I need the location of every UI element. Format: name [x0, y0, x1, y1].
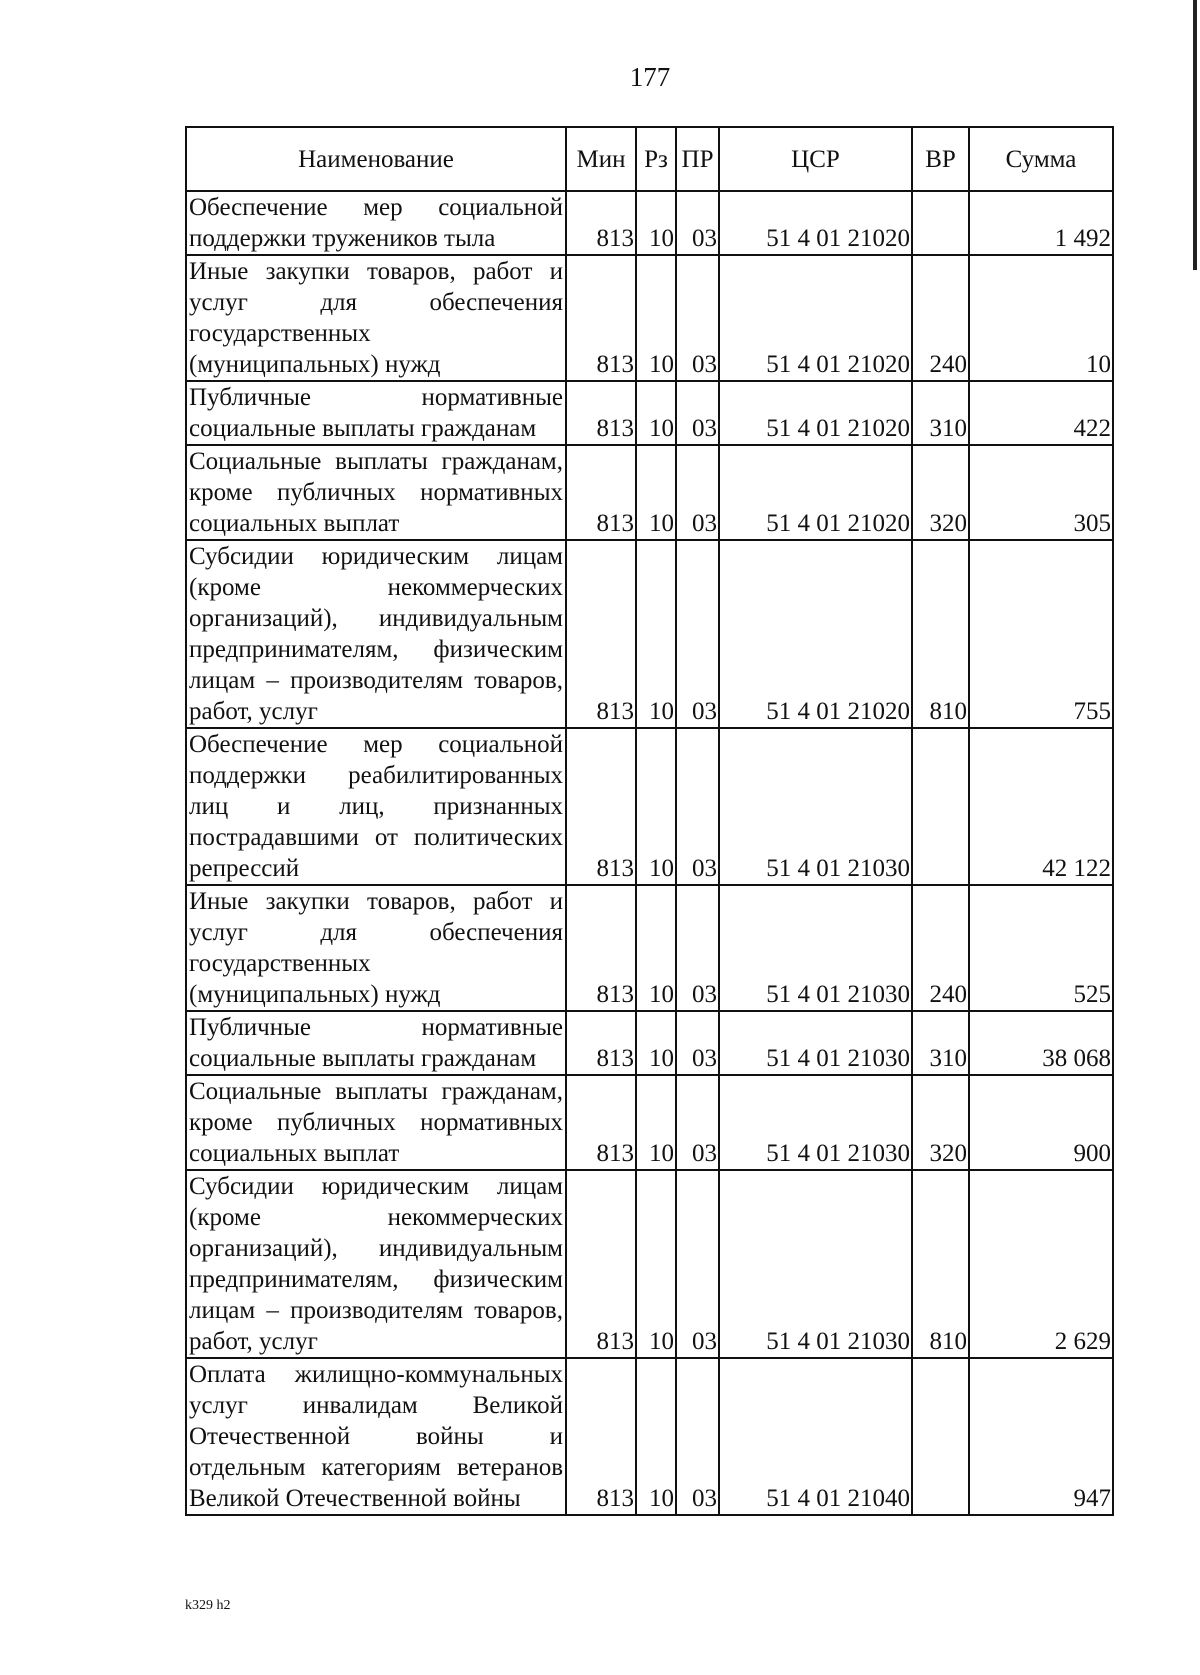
cell-name: Обеспечение мер социальной поддержки реабилитированных лиц и лиц, признанных пострадавшими от политических репрессий: [186, 728, 566, 885]
cell-name: Субсидии юридическим лицам (кроме некоммерческих организаций), индивидуальным предпринимателям, физическим лицам – производителям товаров, работ, услуг: [186, 1170, 566, 1358]
cell-name: Оплата жилищно-коммунальных услуг инвалидам Великой Отечественной войны и отдельным категориям ветеранов Великой Отечественной войны: [186, 1358, 566, 1515]
cell-sum: 38 068: [969, 1011, 1113, 1075]
table-row: [186, 445, 1113, 540]
cell-csr: 51 4 01 21030: [719, 728, 912, 885]
cell-rz: 10: [636, 1170, 676, 1358]
cell-csr: 51 4 01 21020: [719, 445, 912, 540]
cell-csr: 51 4 01 21020: [719, 381, 912, 445]
cell-sum: 42 122: [969, 728, 1113, 885]
cell-min: 813: [566, 540, 636, 728]
cell-name: Субсидии юридическим лицам (кроме некоммерческих организаций), индивидуальным предпринимателям, физическим лицам – производителям товаров, работ, услуг: [186, 540, 566, 728]
table-row: [186, 728, 1113, 885]
cell-sum: 525: [969, 885, 1113, 1011]
cell-vr: [912, 1358, 969, 1515]
cell-rz: 10: [636, 540, 676, 728]
cell-pr: 03: [676, 381, 719, 445]
cell-csr: 51 4 01 21020: [719, 191, 912, 255]
cell-sum: 305: [969, 445, 1113, 540]
header-rz: Рз: [636, 127, 676, 191]
cell-vr: [912, 728, 969, 885]
cell-min: 813: [566, 191, 636, 255]
cell-sum: 755: [969, 540, 1113, 728]
cell-name: Социальные выплаты гражданам, кроме публичных нормативных социальных выплат: [186, 445, 566, 540]
header-name: Наименование: [186, 127, 566, 191]
cell-min: 813: [566, 445, 636, 540]
footer-code: k329 h2: [185, 1598, 231, 1613]
cell-csr: 51 4 01 21020: [719, 255, 912, 381]
cell-min: 813: [566, 1170, 636, 1358]
cell-name: Обеспечение мер социальной поддержки тружеников тыла: [186, 191, 566, 255]
header-csr: ЦСР: [719, 127, 912, 191]
cell-vr: 320: [912, 445, 969, 540]
cell-pr: 03: [676, 728, 719, 885]
table-row: [186, 1011, 1113, 1075]
cell-csr: 51 4 01 21030: [719, 1170, 912, 1358]
cell-vr: 310: [912, 381, 969, 445]
budget-table: [185, 126, 1114, 1516]
cell-rz: 10: [636, 1011, 676, 1075]
cell-csr: 51 4 01 21030: [719, 1075, 912, 1170]
cell-min: 813: [566, 728, 636, 885]
cell-min: 813: [566, 885, 636, 1011]
cell-rz: 10: [636, 255, 676, 381]
table-row: [186, 1170, 1113, 1358]
cell-vr: 810: [912, 1170, 969, 1358]
cell-pr: 03: [676, 540, 719, 728]
cell-sum: 900: [969, 1075, 1113, 1170]
cell-pr: 03: [676, 885, 719, 1011]
cell-min: 813: [566, 1358, 636, 1515]
cell-sum: 1 492: [969, 191, 1113, 255]
table-row: [186, 540, 1113, 728]
cell-sum: 422: [969, 381, 1113, 445]
scan-edge-line: [1193, 0, 1197, 270]
cell-vr: 810: [912, 540, 969, 728]
table-row: [186, 191, 1113, 255]
header-vr: ВР: [912, 127, 969, 191]
cell-name: Иные закупки товаров, работ и услуг для обеспечения государственных (муниципальных) нужд: [186, 885, 566, 1011]
cell-vr: 240: [912, 885, 969, 1011]
table-row: [186, 1075, 1113, 1170]
cell-vr: 240: [912, 255, 969, 381]
cell-rz: 10: [636, 381, 676, 445]
cell-sum: 2 629: [969, 1170, 1113, 1358]
table-body: [186, 191, 1113, 1515]
cell-pr: 03: [676, 191, 719, 255]
cell-min: 813: [566, 1075, 636, 1170]
cell-name: Социальные выплаты гражданам, кроме публичных нормативных социальных выплат: [186, 1075, 566, 1170]
table-row: [186, 885, 1113, 1011]
header-sum: Сумма: [969, 127, 1113, 191]
cell-rz: 10: [636, 191, 676, 255]
cell-min: 813: [566, 255, 636, 381]
header-pr: ПР: [676, 127, 719, 191]
cell-csr: 51 4 01 21040: [719, 1358, 912, 1515]
cell-rz: 10: [636, 1358, 676, 1515]
cell-min: 813: [566, 1011, 636, 1075]
table-row: [186, 381, 1113, 445]
cell-pr: 03: [676, 445, 719, 540]
cell-csr: 51 4 01 21030: [719, 885, 912, 1011]
cell-pr: 03: [676, 1358, 719, 1515]
cell-csr: 51 4 01 21030: [719, 1011, 912, 1075]
table-header-row: [186, 127, 1113, 191]
cell-rz: 10: [636, 445, 676, 540]
table-row: [186, 1358, 1113, 1515]
cell-pr: 03: [676, 1075, 719, 1170]
cell-vr: [912, 191, 969, 255]
cell-sum: 10: [969, 255, 1113, 381]
cell-pr: 03: [676, 1011, 719, 1075]
cell-rz: 10: [636, 1075, 676, 1170]
cell-name: Публичные нормативные социальные выплаты гражданам: [186, 1011, 566, 1075]
cell-pr: 03: [676, 255, 719, 381]
cell-name: Иные закупки товаров, работ и услуг для обеспечения государственных (муниципальных) нужд: [186, 255, 566, 381]
cell-rz: 10: [636, 728, 676, 885]
cell-csr: 51 4 01 21020: [719, 540, 912, 728]
cell-name: Публичные нормативные социальные выплаты гражданам: [186, 381, 566, 445]
cell-pr: 03: [676, 1170, 719, 1358]
cell-vr: 310: [912, 1011, 969, 1075]
cell-sum: 947: [969, 1358, 1113, 1515]
page-number: 177: [629, 62, 671, 92]
header-min: Мин: [566, 127, 636, 191]
table-row: [186, 255, 1113, 381]
cell-rz: 10: [636, 885, 676, 1011]
cell-min: 813: [566, 381, 636, 445]
cell-vr: 320: [912, 1075, 969, 1170]
